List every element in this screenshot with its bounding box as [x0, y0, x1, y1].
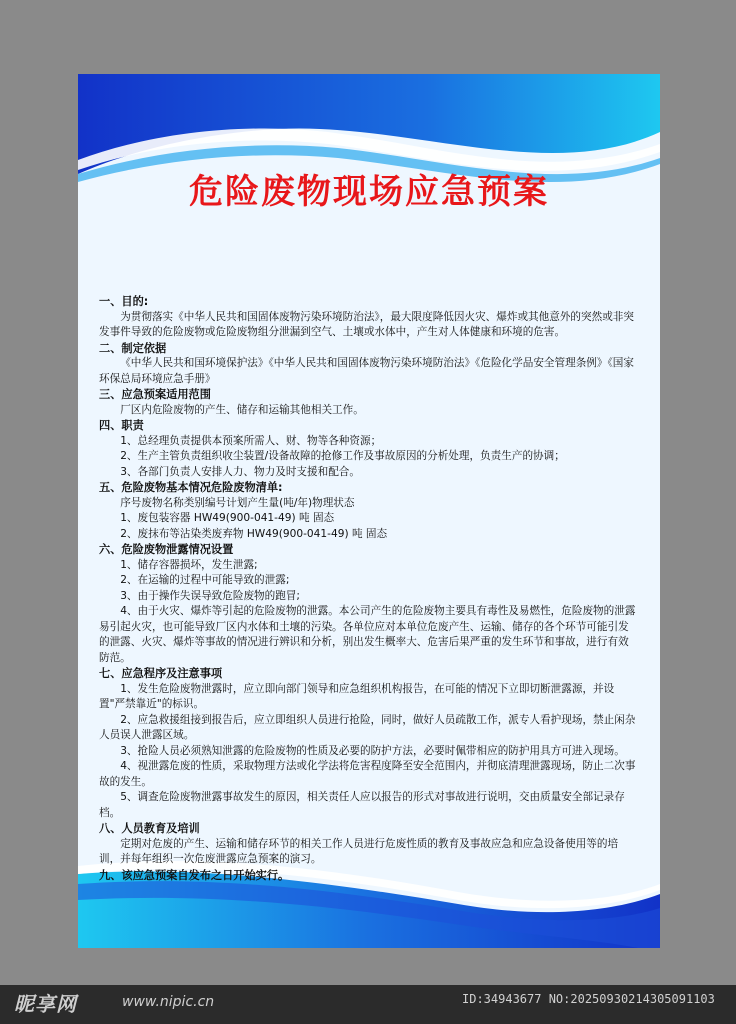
section-paragraph: 1、储存容器损坏，发生泄露; [120, 558, 258, 571]
poster-board [78, 74, 660, 948]
section-heading: 五、危险废物基本情况危险废物清单: [99, 481, 283, 494]
section-paragraph: 《中华人民共和国环境保护法》《中华人民共和国固体废物污染环境防治法》《危险化学品安全管理条例》《国家环保总局环境应急手册》 [99, 357, 634, 385]
section-heading: 三、应急预案适用范围 [99, 388, 211, 401]
section-paragraph: 1、总经理负责提供本预案所需人、财、物等各种资源； [120, 434, 382, 447]
section-paragraph: 2、在运输的过程中可能导致的泄露; [120, 574, 290, 586]
page-title: 危险废物现场应急预案 [189, 172, 549, 212]
site-logo: 昵享网 [14, 992, 77, 1016]
section-paragraph: 1、废包装容器 HW49(900-041-49) 吨 固态 [120, 512, 335, 524]
image-id-label: ID:34943677 NO:20250930214305091103 [462, 992, 715, 1006]
section-paragraph: 2、应急救援组接到报告后，应立即组织人员进行抢险，同时，做好人员疏散工作，派专人看护现场，禁止闲杂人员误人泄露区域。 [99, 713, 636, 741]
section-paragraph: 5、调查危险废物泄露事故发生的原因，相关责任人应以报告的形式对事故进行说明，交由质量安全部记录存档。 [99, 791, 625, 819]
section-paragraph: 3、各部门负责人安排人力、物力及时支援和配合。 [120, 465, 360, 478]
section-paragraph: 为贯彻落实《中华人民共和国固体废物污染环境防治法》，最大限度降低因火灾、爆炸或其他意外的突然或非突发事件导致的危险废物或危险废物组分泄漏到空气、土壤或水体中，产生对人体健康和环境的危害。 [99, 310, 634, 338]
section-heading: 一、目的: [99, 295, 149, 308]
section-paragraph: 3、由于操作失误导致危险废物的跑冒; [120, 589, 300, 602]
section-heading: 八、人员教育及培训 [99, 822, 200, 835]
section-paragraph: 序号废物名称类别编号计划产生量(吨/年)物理状态 [120, 496, 355, 509]
plan-body [99, 294, 639, 883]
section-paragraph: 2、生产主管负责组织收尘装置/设备故障的抢修工作及事故原因的分析处理，负责生产的协调； [120, 450, 565, 462]
section-paragraph: 4、由于火灾、爆炸等引起的危险废物的泄露。本公司产生的危险废物主要具有毒性及易燃性，危险废物的泄露易引起火灾，也可能导致厂区内水体和土壤的污染。各单位应对本单位危废产生、运输、储存的各个环节可能引发的泄露、火灾、爆炸等事故的情况进行辨识和分析，别出发生概率大、危害后果严重的发生环节和事故，进行有效防范。 [99, 605, 636, 664]
section-heading: 四、职责 [99, 419, 144, 432]
section-heading: 六、危险废物泄露情况设置 [99, 543, 234, 556]
watermark-bar [0, 985, 736, 1024]
section-heading: 九、该应急预案自发布之日开始实行。 [99, 868, 290, 882]
site-url: www.nipic.cn [122, 994, 215, 1010]
section-heading: 七、应急程序及注意事项 [99, 667, 223, 680]
section-paragraph: 4、视泄露危废的性质，采取物理方法或化学法将危害程度降至安全范围内，并彻底清理泄露现场，防止二次事故的发生。 [99, 760, 636, 788]
section-paragraph: 定期对危废的产生、运输和储存环节的相关工作人员进行危废性质的教育及事故应急和应急设备使用等的培训，并每年组织一次危废泄露应急预案的演习。 [99, 837, 619, 865]
section-paragraph: 2、废抹布等沾染类废弃物 HW49(900-041-49) 吨 固态 [120, 527, 388, 540]
section-heading: 二、制定依据 [99, 341, 167, 355]
section-paragraph: 厂区内危险废物的产生、储存和运输其他相关工作。 [120, 403, 364, 416]
section-paragraph: 1、发生危险废物泄露时，应立即向部门领导和应急组织机构报告，在可能的情况下立即切断泄露源，并设置"严禁靠近"的标识。 [99, 682, 615, 710]
section-paragraph: 3、抢险人员必须熟知泄露的危险废物的性质及必要的防护方法，必要时佩带相应的防护用具方可进入现场。 [120, 744, 625, 757]
